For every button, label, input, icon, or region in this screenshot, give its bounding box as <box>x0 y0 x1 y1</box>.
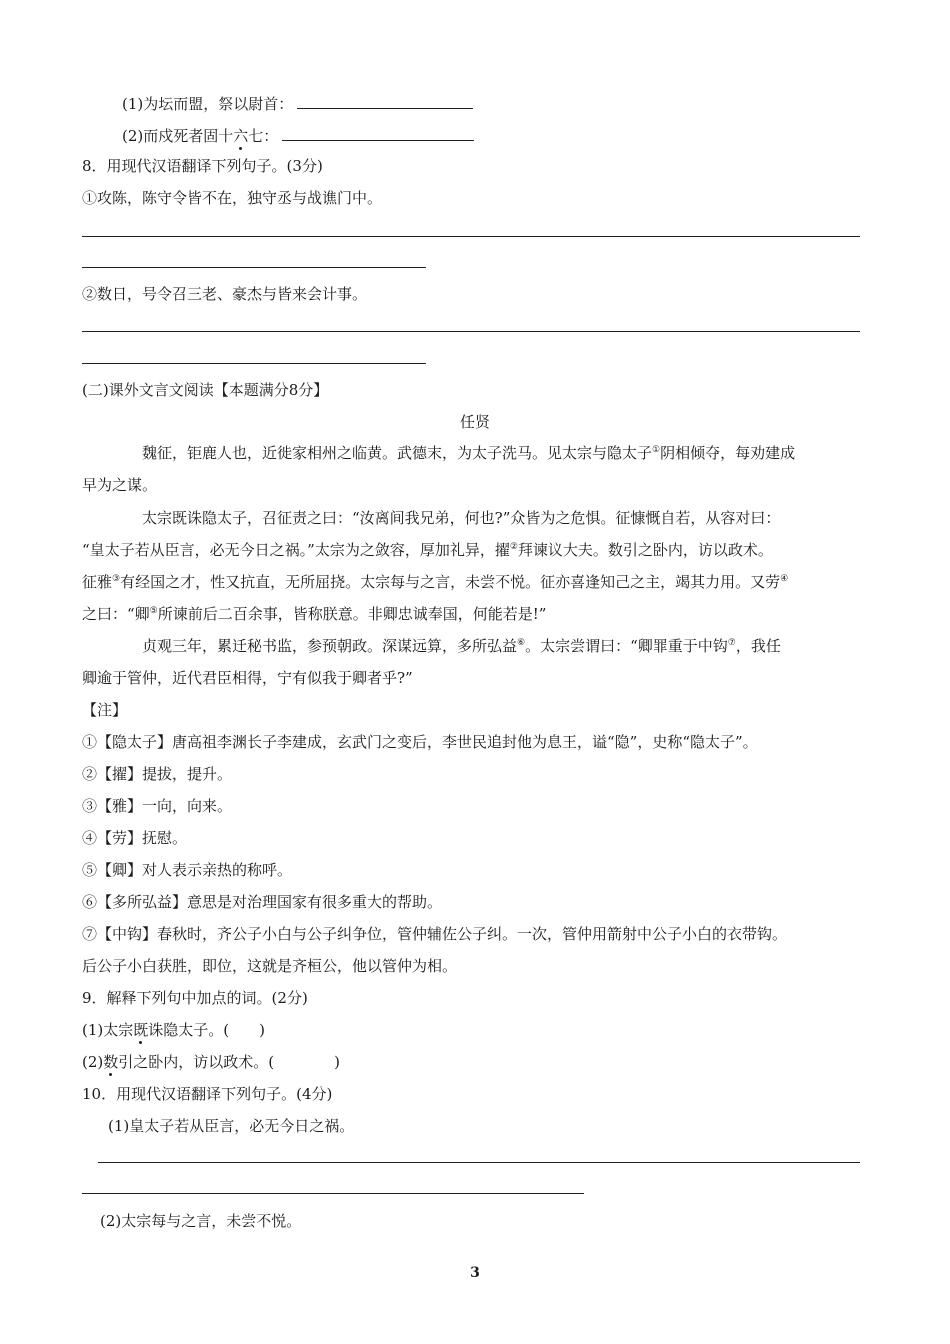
page-number: 3 <box>470 1265 480 1281</box>
passage-title: 任贤 <box>459 413 490 431</box>
note-6: ⑥【多所弘益】意思是对治理国家有很多重大的帮助。 <box>82 893 443 911</box>
emphasis-dotted-word: 十六七 <box>218 127 264 145</box>
passage-p2-line-3: 征雅③有经国之才，性又抗直，无所屈挠。太宗每与之言，未尝不悦。征亦喜逢知己之主，竭其力用。又劳④ <box>82 573 789 591</box>
passage-p3-line-2: 卿逾于管仲，近代君臣相得，宁有似我于卿者乎?” <box>82 669 413 687</box>
q8-answer-line-1b[interactable] <box>82 267 426 268</box>
emphasis-dotted-word: 数 <box>103 1053 119 1071</box>
q9-item-2: (2)数引之卧内，访以政术。( ) <box>82 1053 340 1071</box>
passage-p2-line-2: “皇太子若从臣言，必无今日之祸。”太宗为之敛容，厚加礼异，擢②拜谏议大夫。数引之卧内，访以政术。 <box>82 541 773 559</box>
q7-item-1-answer-blank[interactable] <box>297 92 473 109</box>
q8-sentence-2: ②数日，号令召三老、豪杰与皆来会计事。 <box>82 285 368 303</box>
passage-p3-line-1: 贞观三年，累迁秘书监，参预朝政。深谋远算，多所弘益⑥。太宗尝谓曰：“卿罪重于中钩⑦，我任 <box>142 637 781 655</box>
passage-p2-line-4: 之曰：“卿⑤所谏前后二百余事，皆称朕意。非卿忠诚奉国，何能若是!” <box>82 605 547 623</box>
note-7-line-2: 后公子小白获胜，即位，这就是齐桓公，他以管仲为相。 <box>82 957 458 975</box>
q7-item-1: (1)为坛而盟，祭以尉首： <box>122 92 473 114</box>
notes-heading: 【注】 <box>82 701 128 719</box>
passage-p2-line-1: 太宗既诛隐太子，召征责之曰：“汝离间我兄弟，何也?”众皆为之危惧。征慷慨自若，从容对曰： <box>142 509 781 527</box>
q8-heading: 8．用现代汉语翻译下列句子。(3分) <box>82 157 323 175</box>
note-4: ④【劳】抚慰。 <box>82 829 188 847</box>
q8-sentence-1: ①攻陈，陈守令皆不在，独守丞与战谯门中。 <box>82 189 383 207</box>
passage-p1-line-1: 魏征，钜鹿人也，近徙家相州之临黄。武德末，为太子洗马。见太宗与隐太子①阴相倾夺，每劝建成 <box>142 444 796 462</box>
q10-sentence-1: (1)皇太子若从臣言，必无今日之祸。 <box>108 1117 355 1135</box>
emphasis-dotted-word: 既 <box>133 1021 149 1039</box>
section-2-heading: (二)课外文言文阅读【本题满分8分】 <box>82 381 329 399</box>
q7-item-2-answer-blank[interactable] <box>282 124 474 141</box>
passage-p1-line-2: 早为之谋。 <box>82 476 158 494</box>
q8-answer-line-1a[interactable] <box>82 236 860 237</box>
q7-item-2: (2)而戍死者固十六七： <box>122 124 474 146</box>
note-1: ①【隐太子】唐高祖李渊长子李建成，玄武门之变后，李世民追封他为息王，谥“隐”，史称“隐太子”。 <box>82 733 758 751</box>
q10-answer-line-1b[interactable] <box>82 1193 584 1194</box>
note-7-line-1: ⑦【中钩】春秋时，齐公子小白与公子纠争位，管仲辅佐公子纠。一次，管仲用箭射中公子小白的衣带钩。 <box>82 925 788 943</box>
note-2: ②【擢】提拔，提升。 <box>82 765 233 783</box>
q9-item-1: (1)太宗既诛隐太子。( ) <box>82 1021 265 1039</box>
note-3: ③【雅】一向，向来。 <box>82 797 233 815</box>
q8-answer-line-2a[interactable] <box>82 331 860 332</box>
q9-heading: 9．解释下列句中加点的词。(2分) <box>82 989 308 1007</box>
note-5: ⑤【卿】对人表示亲热的称呼。 <box>82 861 293 879</box>
q10-answer-line-1a[interactable] <box>98 1162 860 1163</box>
q10-sentence-2: (2)太宗每与之言，未尝不悦。 <box>100 1212 302 1230</box>
q10-heading: 10．用现代汉语翻译下列句子。(4分) <box>82 1085 333 1103</box>
q8-answer-line-2b[interactable] <box>82 363 426 364</box>
